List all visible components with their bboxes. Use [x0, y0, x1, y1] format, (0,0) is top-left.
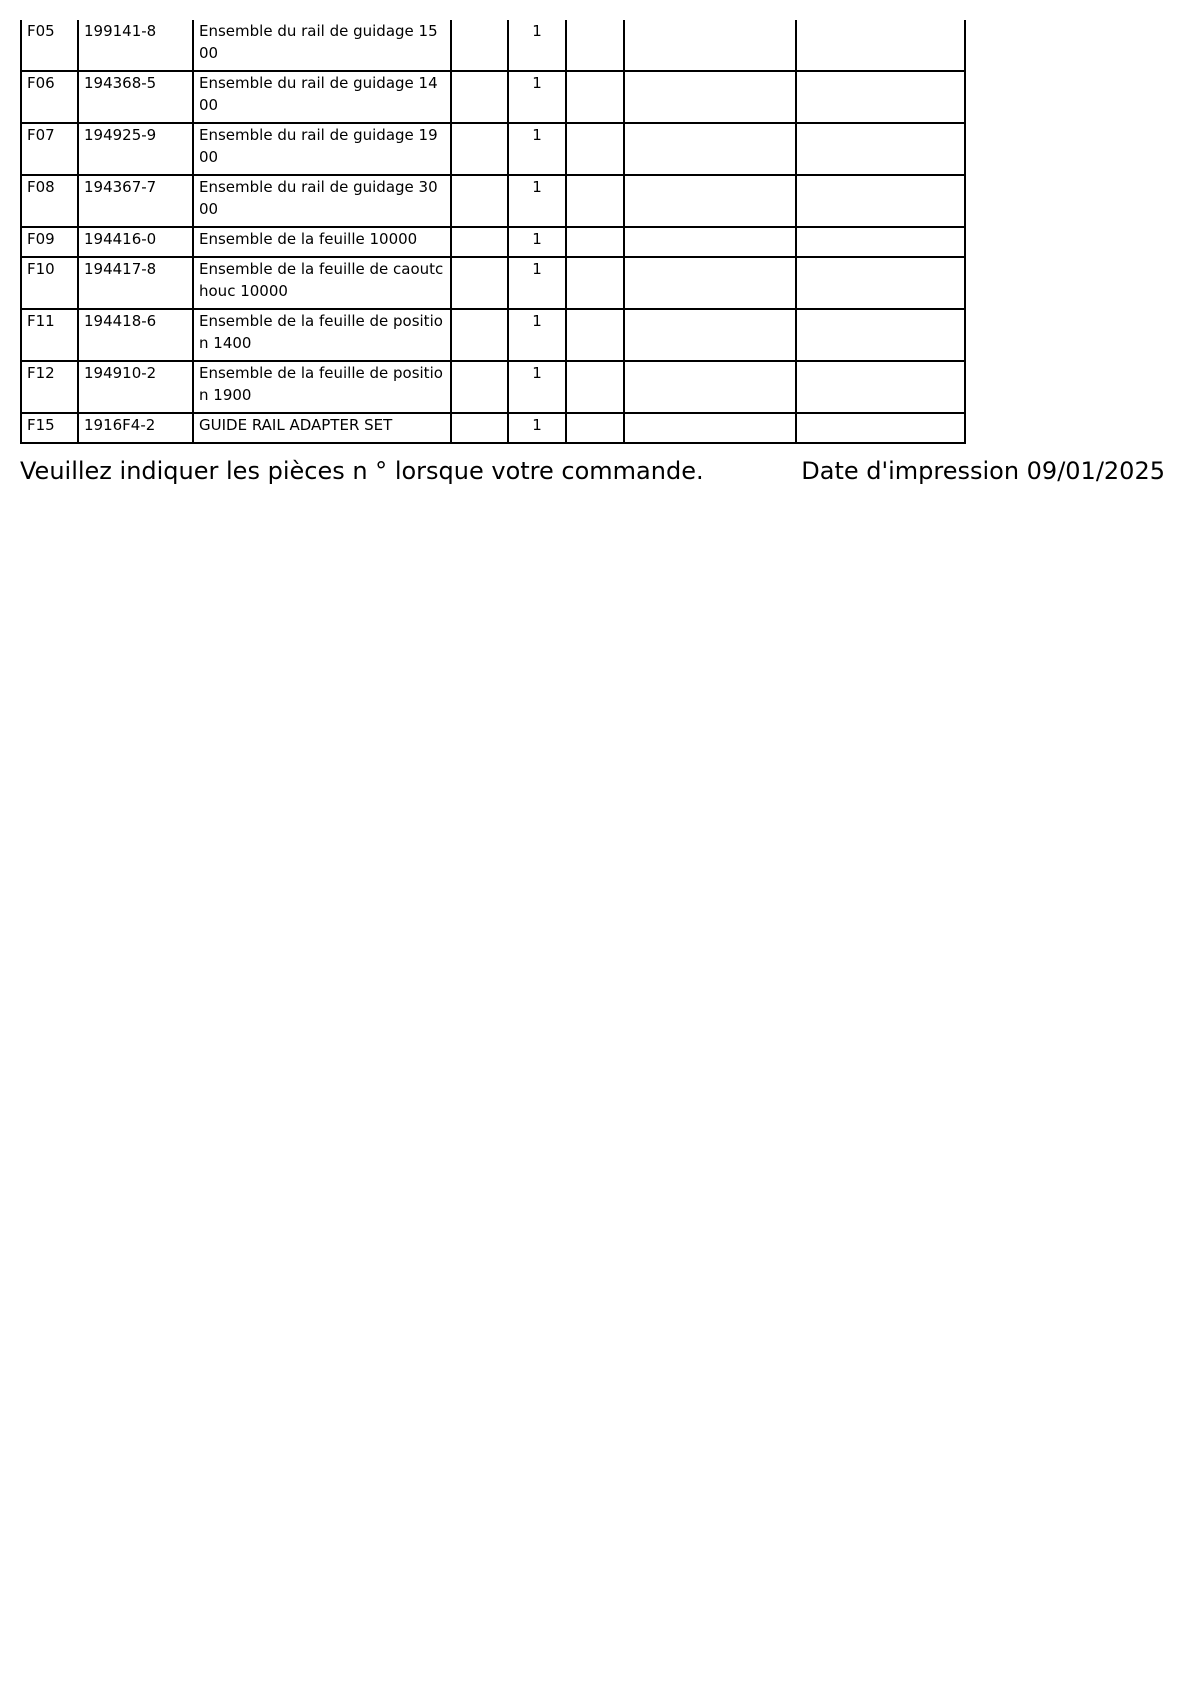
- description-cell: Ensemble du rail de guidage 1500: [193, 20, 451, 71]
- empty-cell: [796, 309, 965, 361]
- empty-cell: [451, 175, 508, 227]
- empty-cell: [624, 175, 796, 227]
- empty-cell: [796, 71, 965, 123]
- ref-cell: F07: [21, 123, 78, 175]
- empty-cell: [566, 309, 624, 361]
- quantity-cell: 1: [508, 413, 566, 443]
- empty-cell: [796, 123, 965, 175]
- ref-cell: F09: [21, 227, 78, 257]
- ref-cell: F06: [21, 71, 78, 123]
- empty-cell: [566, 71, 624, 123]
- ref-cell: F05: [21, 20, 78, 71]
- empty-cell: [566, 257, 624, 309]
- part-number-cell: 194367-7: [78, 175, 193, 227]
- description-cell: Ensemble de la feuille 10000: [193, 227, 451, 257]
- quantity-cell: 1: [508, 361, 566, 413]
- empty-cell: [451, 20, 508, 71]
- quantity-cell: 1: [508, 309, 566, 361]
- quantity-cell: 1: [508, 227, 566, 257]
- empty-cell: [451, 227, 508, 257]
- table-row: [21, 413, 965, 443]
- quantity-cell: 1: [508, 175, 566, 227]
- empty-cell: [796, 361, 965, 413]
- table-row: [21, 309, 965, 361]
- description-cell: Ensemble de la feuille de position 1900: [193, 361, 451, 413]
- part-number-cell: 194416-0: [78, 227, 193, 257]
- empty-cell: [624, 361, 796, 413]
- empty-cell: [451, 413, 508, 443]
- description-cell: Ensemble de la feuille de caoutchouc 10000: [193, 257, 451, 309]
- ref-cell: F08: [21, 175, 78, 227]
- empty-cell: [624, 309, 796, 361]
- empty-cell: [796, 257, 965, 309]
- part-number-cell: 194910-2: [78, 361, 193, 413]
- part-number-cell: 199141-8: [78, 20, 193, 71]
- empty-cell: [451, 123, 508, 175]
- description-cell: Ensemble de la feuille de position 1400: [193, 309, 451, 361]
- empty-cell: [796, 175, 965, 227]
- empty-cell: [566, 123, 624, 175]
- description-cell: GUIDE RAIL ADAPTER SET: [193, 413, 451, 443]
- empty-cell: [796, 413, 965, 443]
- part-number-cell: 194368-5: [78, 71, 193, 123]
- empty-cell: [796, 227, 965, 257]
- empty-cell: [566, 413, 624, 443]
- table-row: [21, 20, 965, 71]
- quantity-cell: 1: [508, 123, 566, 175]
- table-row: [21, 227, 965, 257]
- part-number-cell: 1916F4-2: [78, 413, 193, 443]
- description-cell: Ensemble du rail de guidage 3000: [193, 175, 451, 227]
- empty-cell: [624, 227, 796, 257]
- empty-cell: [451, 257, 508, 309]
- part-number-cell: 194418-6: [78, 309, 193, 361]
- print-date: Date d'impression 09/01/2025: [801, 457, 1165, 485]
- ref-cell: F11: [21, 309, 78, 361]
- table-row: [21, 361, 965, 413]
- description-cell: Ensemble du rail de guidage 1900: [193, 123, 451, 175]
- empty-cell: [624, 123, 796, 175]
- ref-cell: F12: [21, 361, 78, 413]
- quantity-cell: 1: [508, 20, 566, 71]
- table-row: [21, 175, 965, 227]
- empty-cell: [451, 361, 508, 413]
- parts-table: [20, 20, 966, 444]
- empty-cell: [451, 71, 508, 123]
- part-number-cell: 194925-9: [78, 123, 193, 175]
- quantity-cell: 1: [508, 71, 566, 123]
- table-row: [21, 123, 965, 175]
- empty-cell: [624, 257, 796, 309]
- order-instruction-note: Veuillez indiquer les pièces n ° lorsque votre commande.: [20, 457, 704, 485]
- part-number-cell: 194417-8: [78, 257, 193, 309]
- empty-cell: [566, 361, 624, 413]
- empty-cell: [796, 20, 965, 71]
- table-row: [21, 257, 965, 309]
- table-row: [21, 71, 965, 123]
- ref-cell: F10: [21, 257, 78, 309]
- empty-cell: [566, 175, 624, 227]
- empty-cell: [566, 20, 624, 71]
- empty-cell: [566, 227, 624, 257]
- empty-cell: [624, 71, 796, 123]
- empty-cell: [624, 20, 796, 71]
- empty-cell: [451, 309, 508, 361]
- description-cell: Ensemble du rail de guidage 1400: [193, 71, 451, 123]
- quantity-cell: 1: [508, 257, 566, 309]
- ref-cell: F15: [21, 413, 78, 443]
- empty-cell: [624, 413, 796, 443]
